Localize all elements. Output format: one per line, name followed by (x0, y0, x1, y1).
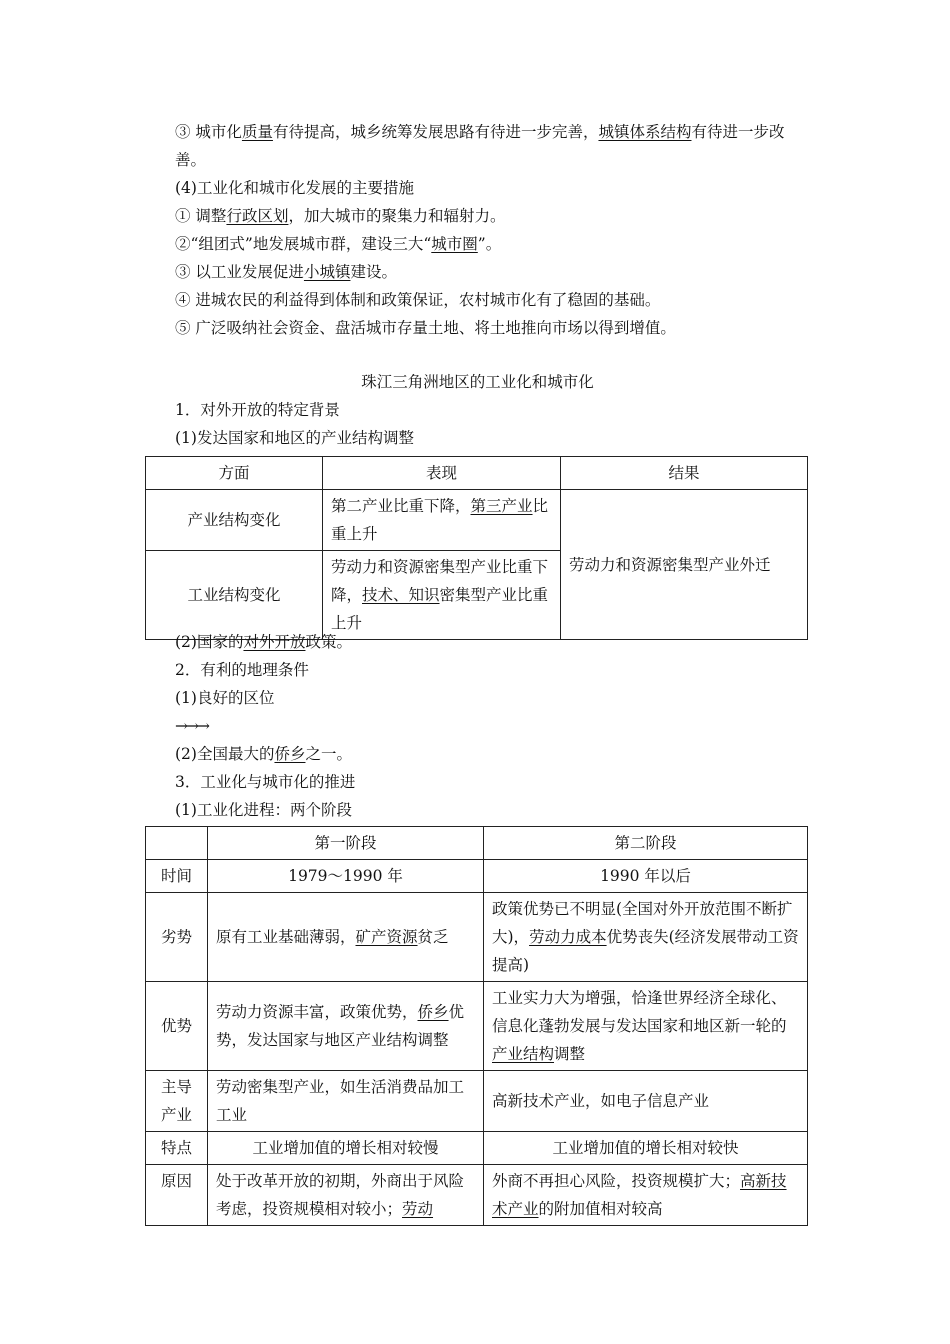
text: 政策优势已不明显(全国对外开放范围不断扩大)， (492, 900, 793, 946)
industry-structure-table (145, 456, 808, 640)
text: 劳动力资源丰富，政策优势， (216, 1003, 418, 1021)
text: ”。 (477, 235, 502, 253)
text: 密集型产业比重上升 (331, 586, 549, 632)
text: 优势，发达国家与地区产业结构调整 (216, 1003, 465, 1049)
main-stage-1: 劳动密集型产业，如生活消费品加工工业 (208, 1071, 484, 1132)
text: ②“组团式”地发展城市群，建设三大“ (175, 235, 432, 253)
fill-in-industry-structure: 产业结构 (492, 1045, 555, 1063)
heading-1: 1．对外开放的特定背景 (175, 401, 340, 419)
text: (2)国家的 (175, 633, 244, 651)
header-blank (146, 827, 208, 860)
fill-in-labor-cost: 劳动力成本 (529, 928, 607, 946)
label-advantage: 优势 (146, 982, 208, 1071)
text: 第二产业比重下降， (331, 497, 471, 515)
heading-2: 2．有利的地理条件 (175, 661, 309, 679)
text: 调整 (554, 1045, 586, 1063)
header-result: 结果 (561, 457, 808, 490)
fill-in-hometown-adv: 侨乡 (417, 1003, 449, 1021)
fill-in-mineral: 矿产资源 (355, 928, 418, 946)
time-stage-1: 1979～1990 年 (208, 860, 484, 893)
heading-3: 3．工业化与城市化的推进 (175, 773, 356, 791)
text: ，加大城市的聚集力和辐射力。 (288, 207, 506, 225)
text: (2)全国最大的 (175, 745, 275, 763)
subheading-2-1: (1)良好的区位 (175, 689, 275, 707)
subheading-2-2 (175, 740, 840, 768)
text: 工业实力大为增强，恰逢世界经济全球化、信息化蓬勃发展与发达国家和地区新一轮的 (492, 989, 787, 1035)
text: 的附加值相对较高 (538, 1200, 663, 1218)
subheading-1-1: (1)发达国家和地区的产业结构调整 (175, 429, 414, 447)
fill-in-tech-knowledge: 技术、知识 (362, 586, 440, 604)
measure-3 (175, 258, 840, 286)
section-title: 珠江三角洲地区的工业化和城市化 (361, 373, 594, 391)
feat-stage-2: 工业增加值的增长相对较快 (484, 1132, 808, 1165)
label-reason: 原因 (146, 1165, 208, 1226)
result-cell: 劳动力和资源密集型产业外迁 (561, 490, 808, 640)
header-aspect: 方面 (146, 457, 323, 490)
label-disadvantage: 劣势 (146, 893, 208, 982)
label-time: 时间 (146, 860, 208, 893)
fill-in-city-circle: 城市圈 (431, 235, 478, 253)
text: 之一。 (305, 745, 352, 763)
adv-stage-1 (208, 982, 484, 1071)
arrow-sequence: →→→ (175, 717, 208, 735)
measure-1 (175, 202, 840, 230)
text: 原有工业基础薄弱， (216, 928, 356, 946)
text: 贫乏 (417, 928, 449, 946)
fill-in-admin-division: 行政区划 (226, 207, 289, 225)
text: 优势丧失(经济发展带动工资提高) (492, 928, 799, 974)
fill-in-small-town: 小城镇 (303, 263, 351, 281)
adv-stage-2 (484, 982, 808, 1071)
text: ③ 城市化 (175, 123, 242, 141)
fill-in-town-system: 城镇体系结构 (598, 123, 692, 141)
perf-industry-structure (323, 490, 561, 551)
text: 政策。 (305, 633, 352, 651)
fill-in-labor: 劳动 (402, 1200, 434, 1218)
header-stage-1: 第一阶段 (208, 827, 484, 860)
label-main-industry: 主导产业 (146, 1071, 208, 1132)
paragraph-urbanization-quality (175, 118, 810, 174)
text: 比重上升 (331, 497, 549, 543)
text: 有待进一步改善。 (175, 123, 785, 169)
text: 外商不再担心风险，投资规模扩大； (492, 1172, 741, 1190)
text: ③ 以工业发展促进 (175, 263, 304, 281)
label-feature: 特点 (146, 1132, 208, 1165)
aspect-industrial-structure: 工业结构变化 (146, 551, 323, 640)
aspect-industry-structure: 产业结构变化 (146, 490, 323, 551)
fill-in-hightech: 高新技术产业 (492, 1172, 787, 1218)
subheading-1-2 (175, 628, 840, 656)
disadv-stage-1 (208, 893, 484, 982)
feat-stage-1: 工业增加值的增长相对较慢 (208, 1132, 484, 1165)
text: 建设。 (350, 263, 397, 281)
fill-in-hometown: 侨乡 (274, 745, 306, 763)
measure-4: ④ 进城农民的利益得到体制和政策保证，农村城市化有了稳固的基础。 (175, 291, 661, 309)
measure-5: ⑤ 广泛吸纳社会资金、盘活城市存量土地、将土地推向市场以得到增值。 (175, 319, 676, 337)
disadv-stage-2 (484, 893, 808, 982)
text: 劳动力和资源密集型产业比重下降， (331, 558, 549, 604)
text: ① 调整 (175, 207, 227, 225)
fill-in-quality: 质量 (241, 123, 273, 141)
header-performance: 表现 (323, 457, 561, 490)
main-stage-2: 高新技术产业，如电子信息产业 (484, 1071, 808, 1132)
fill-in-tertiary: 第三产业 (470, 497, 533, 515)
fill-in-opening-up: 对外开放 (243, 633, 306, 651)
text: 有待提高，城乡统筹发展思路有待进一步完善， (272, 123, 599, 141)
header-stage-2: 第二阶段 (484, 827, 808, 860)
time-stage-2: 1990 年以后 (484, 860, 808, 893)
perf-industrial-structure (323, 551, 561, 640)
reason-stage-2 (484, 1165, 808, 1226)
subheading-3-1: (1)工业化进程：两个阶段 (175, 801, 352, 819)
text: 处于改革开放的初期，外商出于风险考虑，投资规模相对较小； (216, 1172, 465, 1218)
reason-stage-1 (208, 1165, 484, 1226)
measure-2 (175, 230, 840, 258)
industrialization-stages-table (145, 826, 808, 1226)
measures-title: (4)工业化和城市化发展的主要措施 (175, 179, 414, 197)
